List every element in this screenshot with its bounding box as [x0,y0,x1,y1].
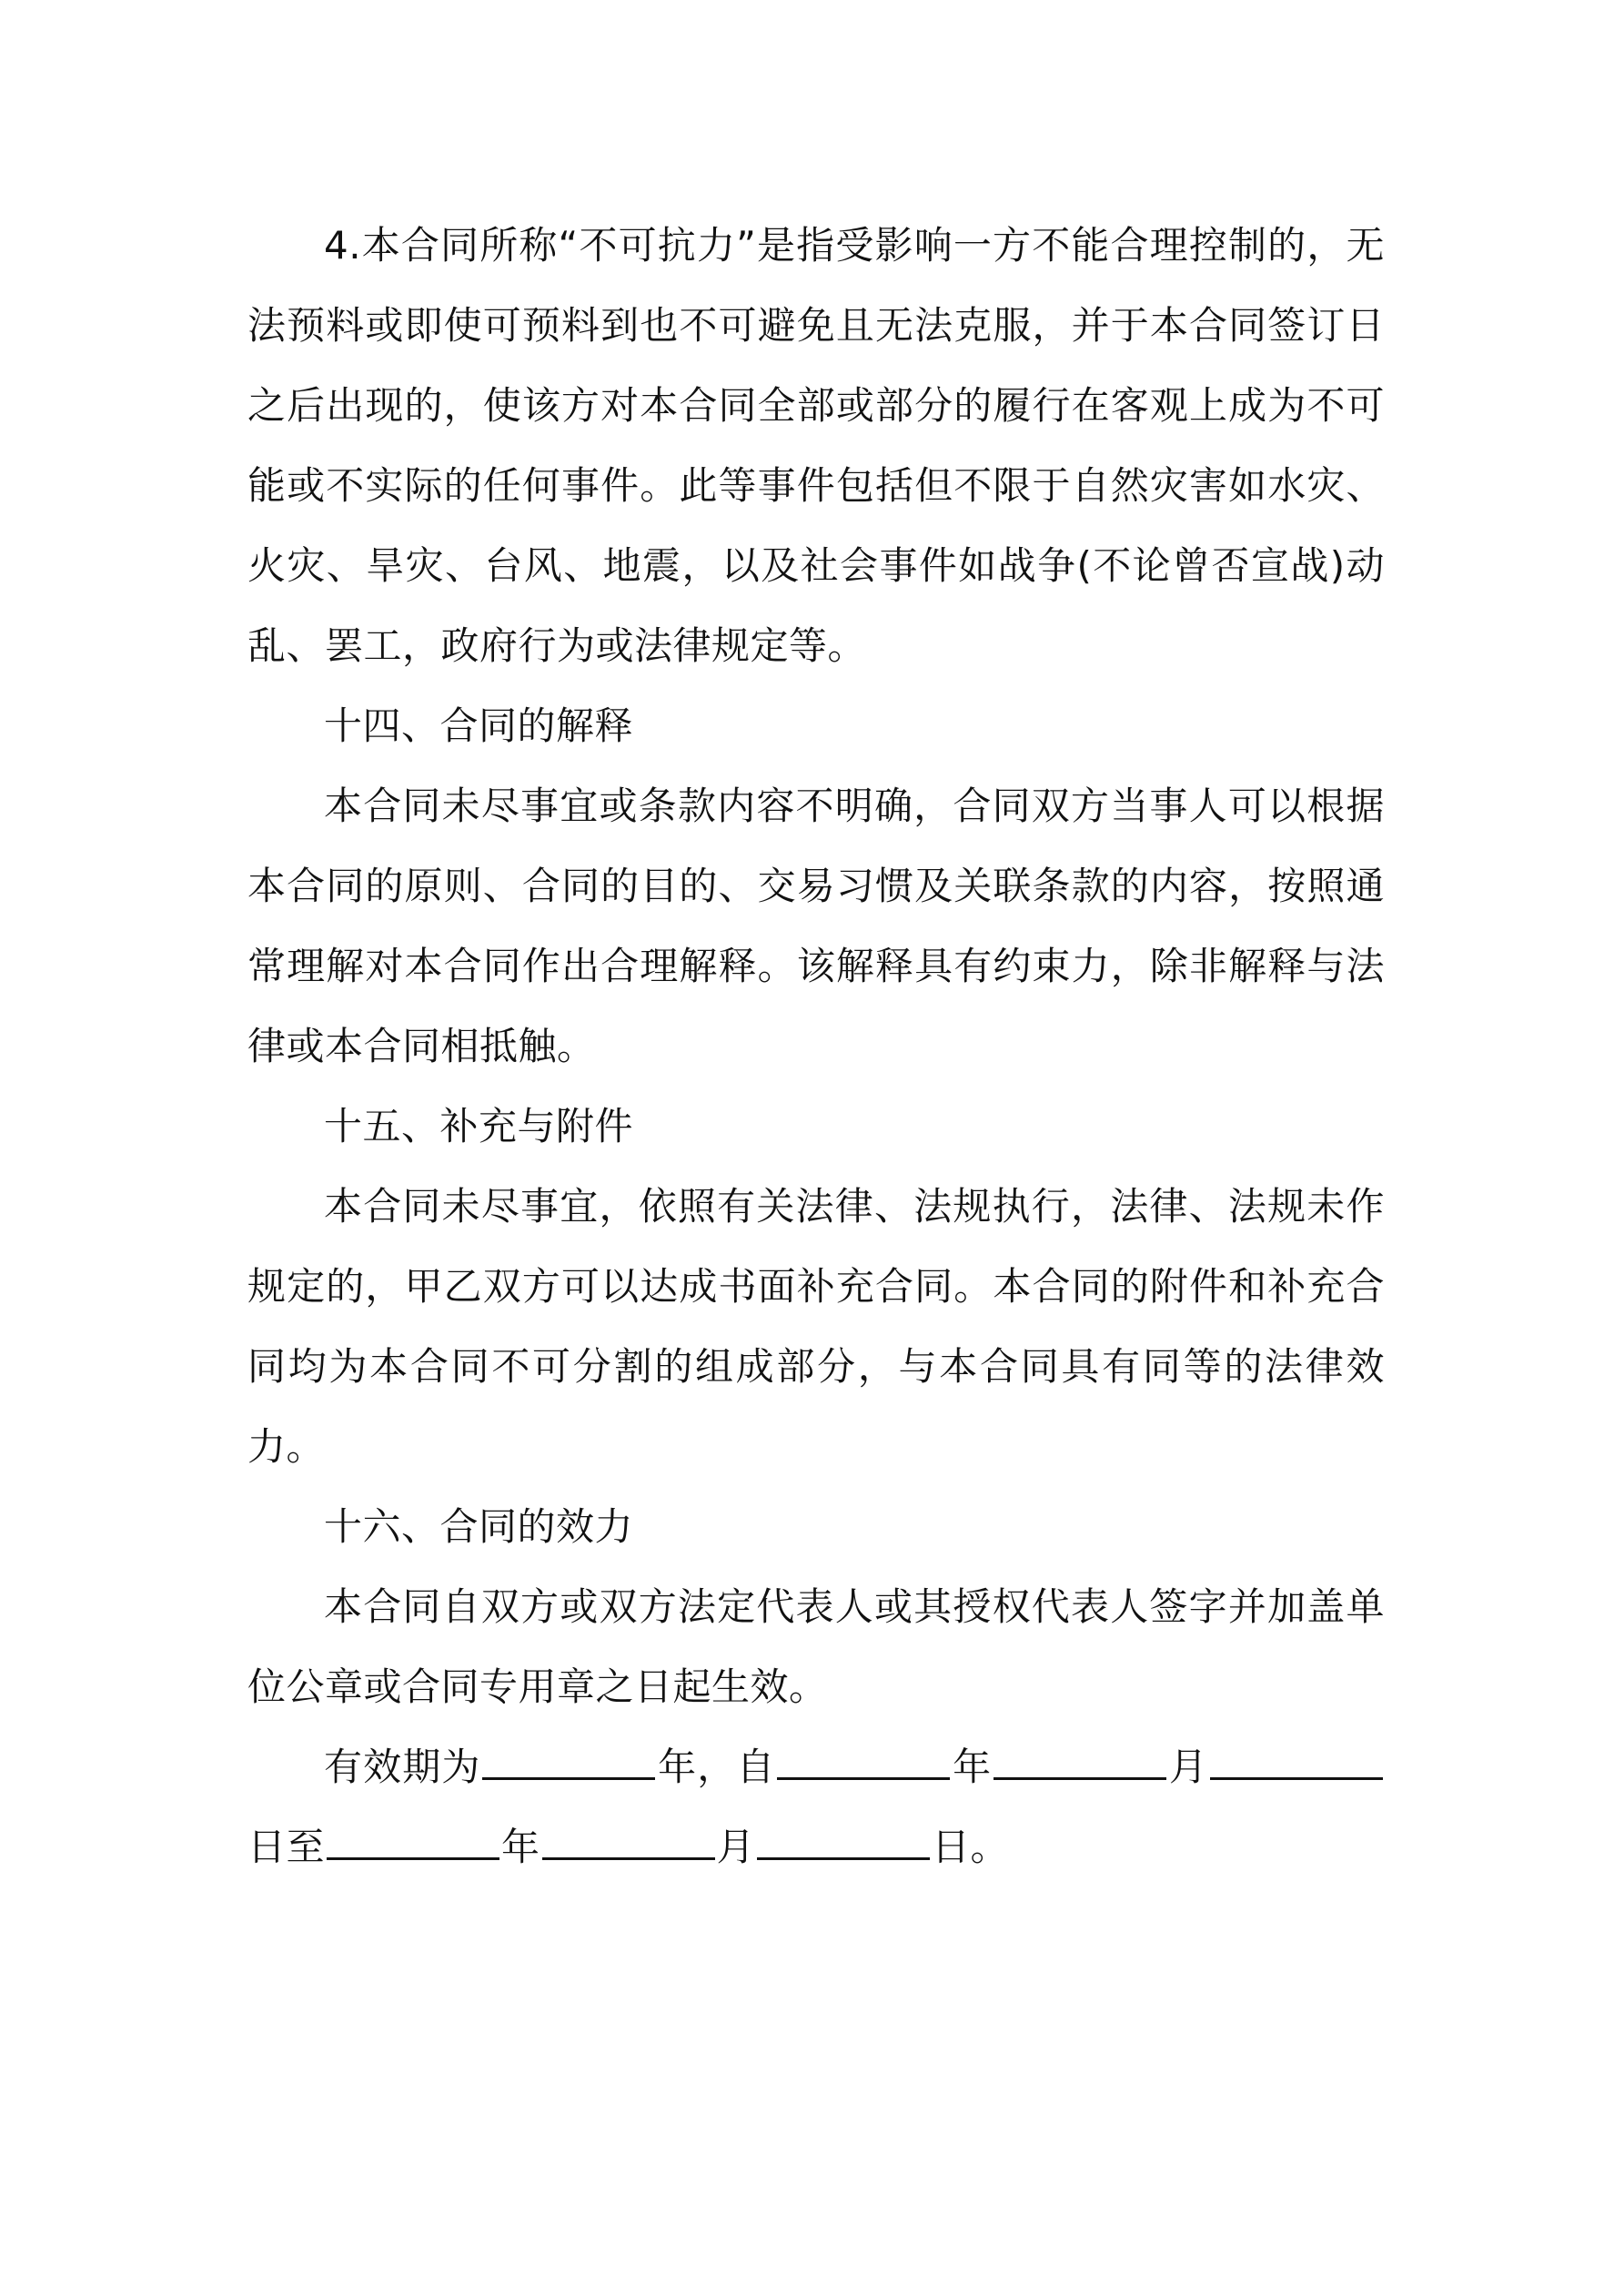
start-year-label: 年 [952,1745,993,1789]
end-day-blank[interactable] [757,1826,930,1860]
start-day-blank[interactable] [1210,1746,1383,1780]
validity-prefix: 有效期为 [324,1745,481,1789]
section-14-title: 十四、合同的解释 [324,703,634,748]
validity-year-unit: 年，自 [657,1745,776,1789]
start-year-blank[interactable] [777,1746,950,1780]
section-15-body: 本合同未尽事宜，依照有关法律、法规执行，法律、法规未作规定的，甲乙双方可以达成书面补充合同。本合同的附件和补充合同均为本合同不可分割的组成部分，与本合同具有同等的法律效力。 [247,1184,1385,1469]
end-year-blank[interactable] [327,1826,499,1860]
start-month-label: 月 [1168,1745,1208,1789]
validity-years-blank[interactable] [482,1746,655,1780]
end-year-label: 年 [501,1825,540,1869]
end-month-blank[interactable] [542,1826,715,1860]
validity-period-line [247,1727,1385,1887]
start-month-blank[interactable] [994,1746,1166,1780]
end-day-label: 日。 [932,1825,1010,1869]
section-16-body: 本合同自双方或双方法定代表人或其授权代表人签字并加盖单位公章或合同专用章之日起生效。 [247,1584,1385,1709]
end-month-label: 月 [716,1825,756,1869]
document-content [247,206,1385,1887]
section-16-title: 十六、合同的效力 [324,1504,634,1549]
clause-4-paragraph: 4.本合同所称“不可抗力”是指受影响一方不能合理控制的，无法预料或即使可预料到也不可避免且无法克服，并于本合同签订日之后出现的，使该方对本合同全部或部分的履行在客观上成为不可能或不实际的任何事件。此等事件包括但不限于自然灾害如水灾、火灾、旱灾、台风、地震，以及社会事件如战争(不论曾否宣战)动乱、罢工，政府行为或法律规定等。 [247,223,1385,668]
start-day-to-label: 日至 [247,1825,326,1869]
section-14-body: 本合同未尽事宜或条款内容不明确，合同双方当事人可以根据本合同的原则、合同的目的、交易习惯及关联条款的内容，按照通常理解对本合同作出合理解释。该解释具有约束力，除非解释与法律或本合同相抵触。 [247,784,1385,1068]
section-15-title: 十五、补充与附件 [324,1104,634,1148]
